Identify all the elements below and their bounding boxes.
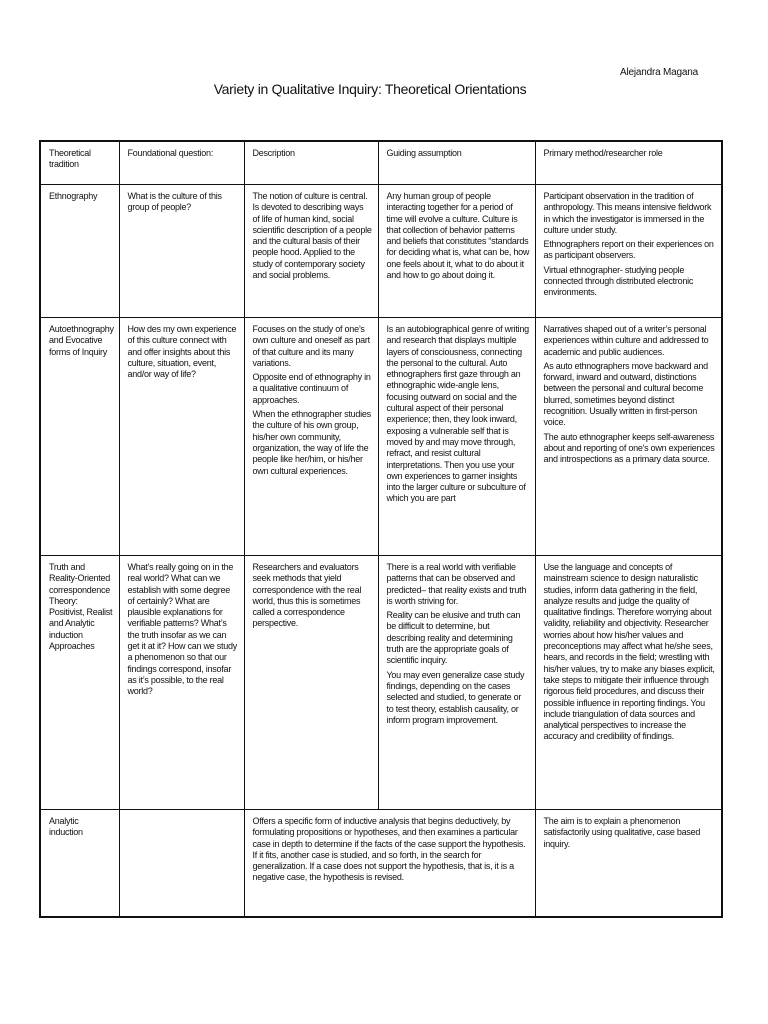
- author-name: Alejandra Magana: [620, 67, 698, 78]
- tradition-cell: Ethnography: [40, 185, 119, 318]
- cell-paragraph: Is an autobiographical genre of writing and research that displays multiple layers of consciousness, connecting the personal to the cultural. Auto ethnographers first gaze through an ethnographic wide-angle lens, focusing outward on social and the cultural aspect of their personal experience; then, they look inward, exposing a vulnerable self that is moved by and may move through, refract, and resist cultural interpretations. Then you use your own experiences to garner insights into the larger culture or subculture of which you are part: [386, 324, 529, 504]
- cell-paragraph: The aim is to explain a phenomenon satisfactorily using qualitative, case based inquiry.: [543, 816, 701, 849]
- description-cell: [244, 556, 378, 810]
- tradition-cell: Truth and Reality-Oriented correspondence Theory: Positivist, Realist and Analytic induction Approaches: [40, 556, 119, 810]
- table-row: [40, 318, 722, 556]
- question-cell: [119, 810, 244, 917]
- cell-paragraph: Virtual ethnographer- studying people connected through distributed electronic environments.: [543, 264, 694, 298]
- method-cell: [535, 185, 722, 318]
- cell-paragraph: Ethnographers report on their experiences on as participant observers.: [543, 239, 714, 261]
- question-cell: What’s really going on in the real world? What can we establish with some degree of certainly? What are plausible explanations for verifiable patterns? What’s the truth insofar as we can get it at it? How can we study a phenomenon so that our findings correspond, insofar as it’s possible, to the real world?: [119, 556, 244, 810]
- cell-paragraph: As auto ethnographers move backward and forward, inward and outward, distinctions between the personal and cultural become blurred, sometimes beyond distinct recognition. Usually written in first-person voice.: [543, 360, 708, 428]
- table-row: [40, 556, 722, 810]
- cell-paragraph: The notion of culture is central. Is devoted to describing ways of life of human kind, social scientific description of a people and the cultural basis of their people hood. Applied to the study of contemporary society and social problems.: [252, 191, 372, 281]
- tradition-cell: Analytic induction: [40, 810, 119, 917]
- assumption-cell: [378, 318, 535, 556]
- description-cell: [244, 318, 378, 556]
- cell-paragraph: Use the language and concepts of mainstream science to design naturalistic studies, inform data gathering in the field, analyze results and judge the quality of qualitative findings. Therefore worrying about validity, reliability and objectivity. Researcher worries about how his/her values and preconceptions may affect what he/she sees, hears, and records in the field; wrestling with his/her values, try to make any biases explicit, take steps to mitigate their influence through rigorous field procedures, and discuss their possible influence in reporting findings. You include triangulation of data sources and analytical perspectives to increase the accuracy and credibility of findings.: [543, 562, 715, 742]
- tradition-cell: Autoethnography and Evocative forms of Inquiry: [40, 318, 119, 556]
- header-cell: Primary method/researcher role: [535, 141, 722, 185]
- cell-paragraph: Focuses on the study of one’s own culture and oneself as part of that culture and its many variations.: [252, 324, 370, 368]
- question-cell: What is the culture of this group of people?: [119, 185, 244, 318]
- cell-paragraph: Researchers and evaluators seek methods that yield correspondence with the real world, thus this is sometimes called a correspondence perspective.: [252, 562, 362, 629]
- cell-paragraph: Any human group of people interacting together for a period of time will evolve a culture. Culture is that collection of behavior patterns and beliefs that constitutes “standards for deciding what is, what can be, how one feels about it, what to do about it and how to go about doing it.: [386, 191, 530, 281]
- header-cell: Description: [244, 141, 378, 185]
- cell-paragraph: You may even generalize case study findings, depending on the cases selected and studied, to generate or to test theory, establish causality, or inform program improvement.: [386, 669, 525, 725]
- assumption-cell: [378, 185, 535, 318]
- method-cell: [535, 556, 722, 810]
- description-cell: [244, 185, 378, 318]
- question-cell: How des my own experience of this culture connect with and offer insights about this culture, situation, event, and/or way of life?: [119, 318, 244, 556]
- header-cell: Foundational question:: [119, 141, 244, 185]
- cell-paragraph: There is a real world with verifiable patterns that can be observed and predicted– that reality exists and truth is worth striving for.: [386, 562, 527, 606]
- cell-paragraph: Narratives shaped out of a writer’s personal experiences within culture and addressed to academic and public audiences.: [543, 324, 709, 357]
- table-header-row: [40, 141, 722, 185]
- cell-paragraph: Opposite end of ethnography in a qualitative continuum of approaches.: [252, 372, 371, 405]
- assumption-cell: [378, 556, 535, 810]
- method-cell: [535, 810, 722, 917]
- method-cell: [535, 318, 722, 556]
- cell-paragraph: Offers a specific form of inductive analysis that begins deductively, by formulating propositions or hypotheses, and then examines a particular case in depth to determine if the facts of the case support the hypothesis. If it fits, another case is studied, and so forth, in the search for generalization. If a case does not support the hypothesis, that is, it is a negative case, the hypothesis is revised.: [252, 816, 526, 883]
- combined-description-cell: [244, 810, 535, 917]
- table-row: [40, 185, 722, 318]
- document-title: Variety in Qualitative Inquiry: Theoretical Orientations: [213, 81, 527, 97]
- cell-paragraph: The auto ethnographer keeps self-awareness about and reporting of one’s own experiences and introspections as a primary data source.: [543, 431, 715, 465]
- cell-paragraph: When the ethnographer studies the culture of his own group, his/her own community, organization, the way of life the people like her/him, or his/her own cultural experiences.: [252, 409, 371, 476]
- header-cell: Theoretical tradition: [40, 141, 119, 185]
- orientations-table: [39, 140, 723, 918]
- cell-paragraph: Participant observation in the tradition of anthropology. This means intensive fieldwork in which the investigator is immersed in the culture under study.: [543, 191, 712, 235]
- table-row: [40, 810, 722, 917]
- cell-paragraph: Reality can be elusive and truth can be difficult to determine, but describing reality and determining truth are the appropriate goals of scientific inquiry.: [386, 610, 521, 666]
- header-cell: Guiding assumption: [378, 141, 535, 185]
